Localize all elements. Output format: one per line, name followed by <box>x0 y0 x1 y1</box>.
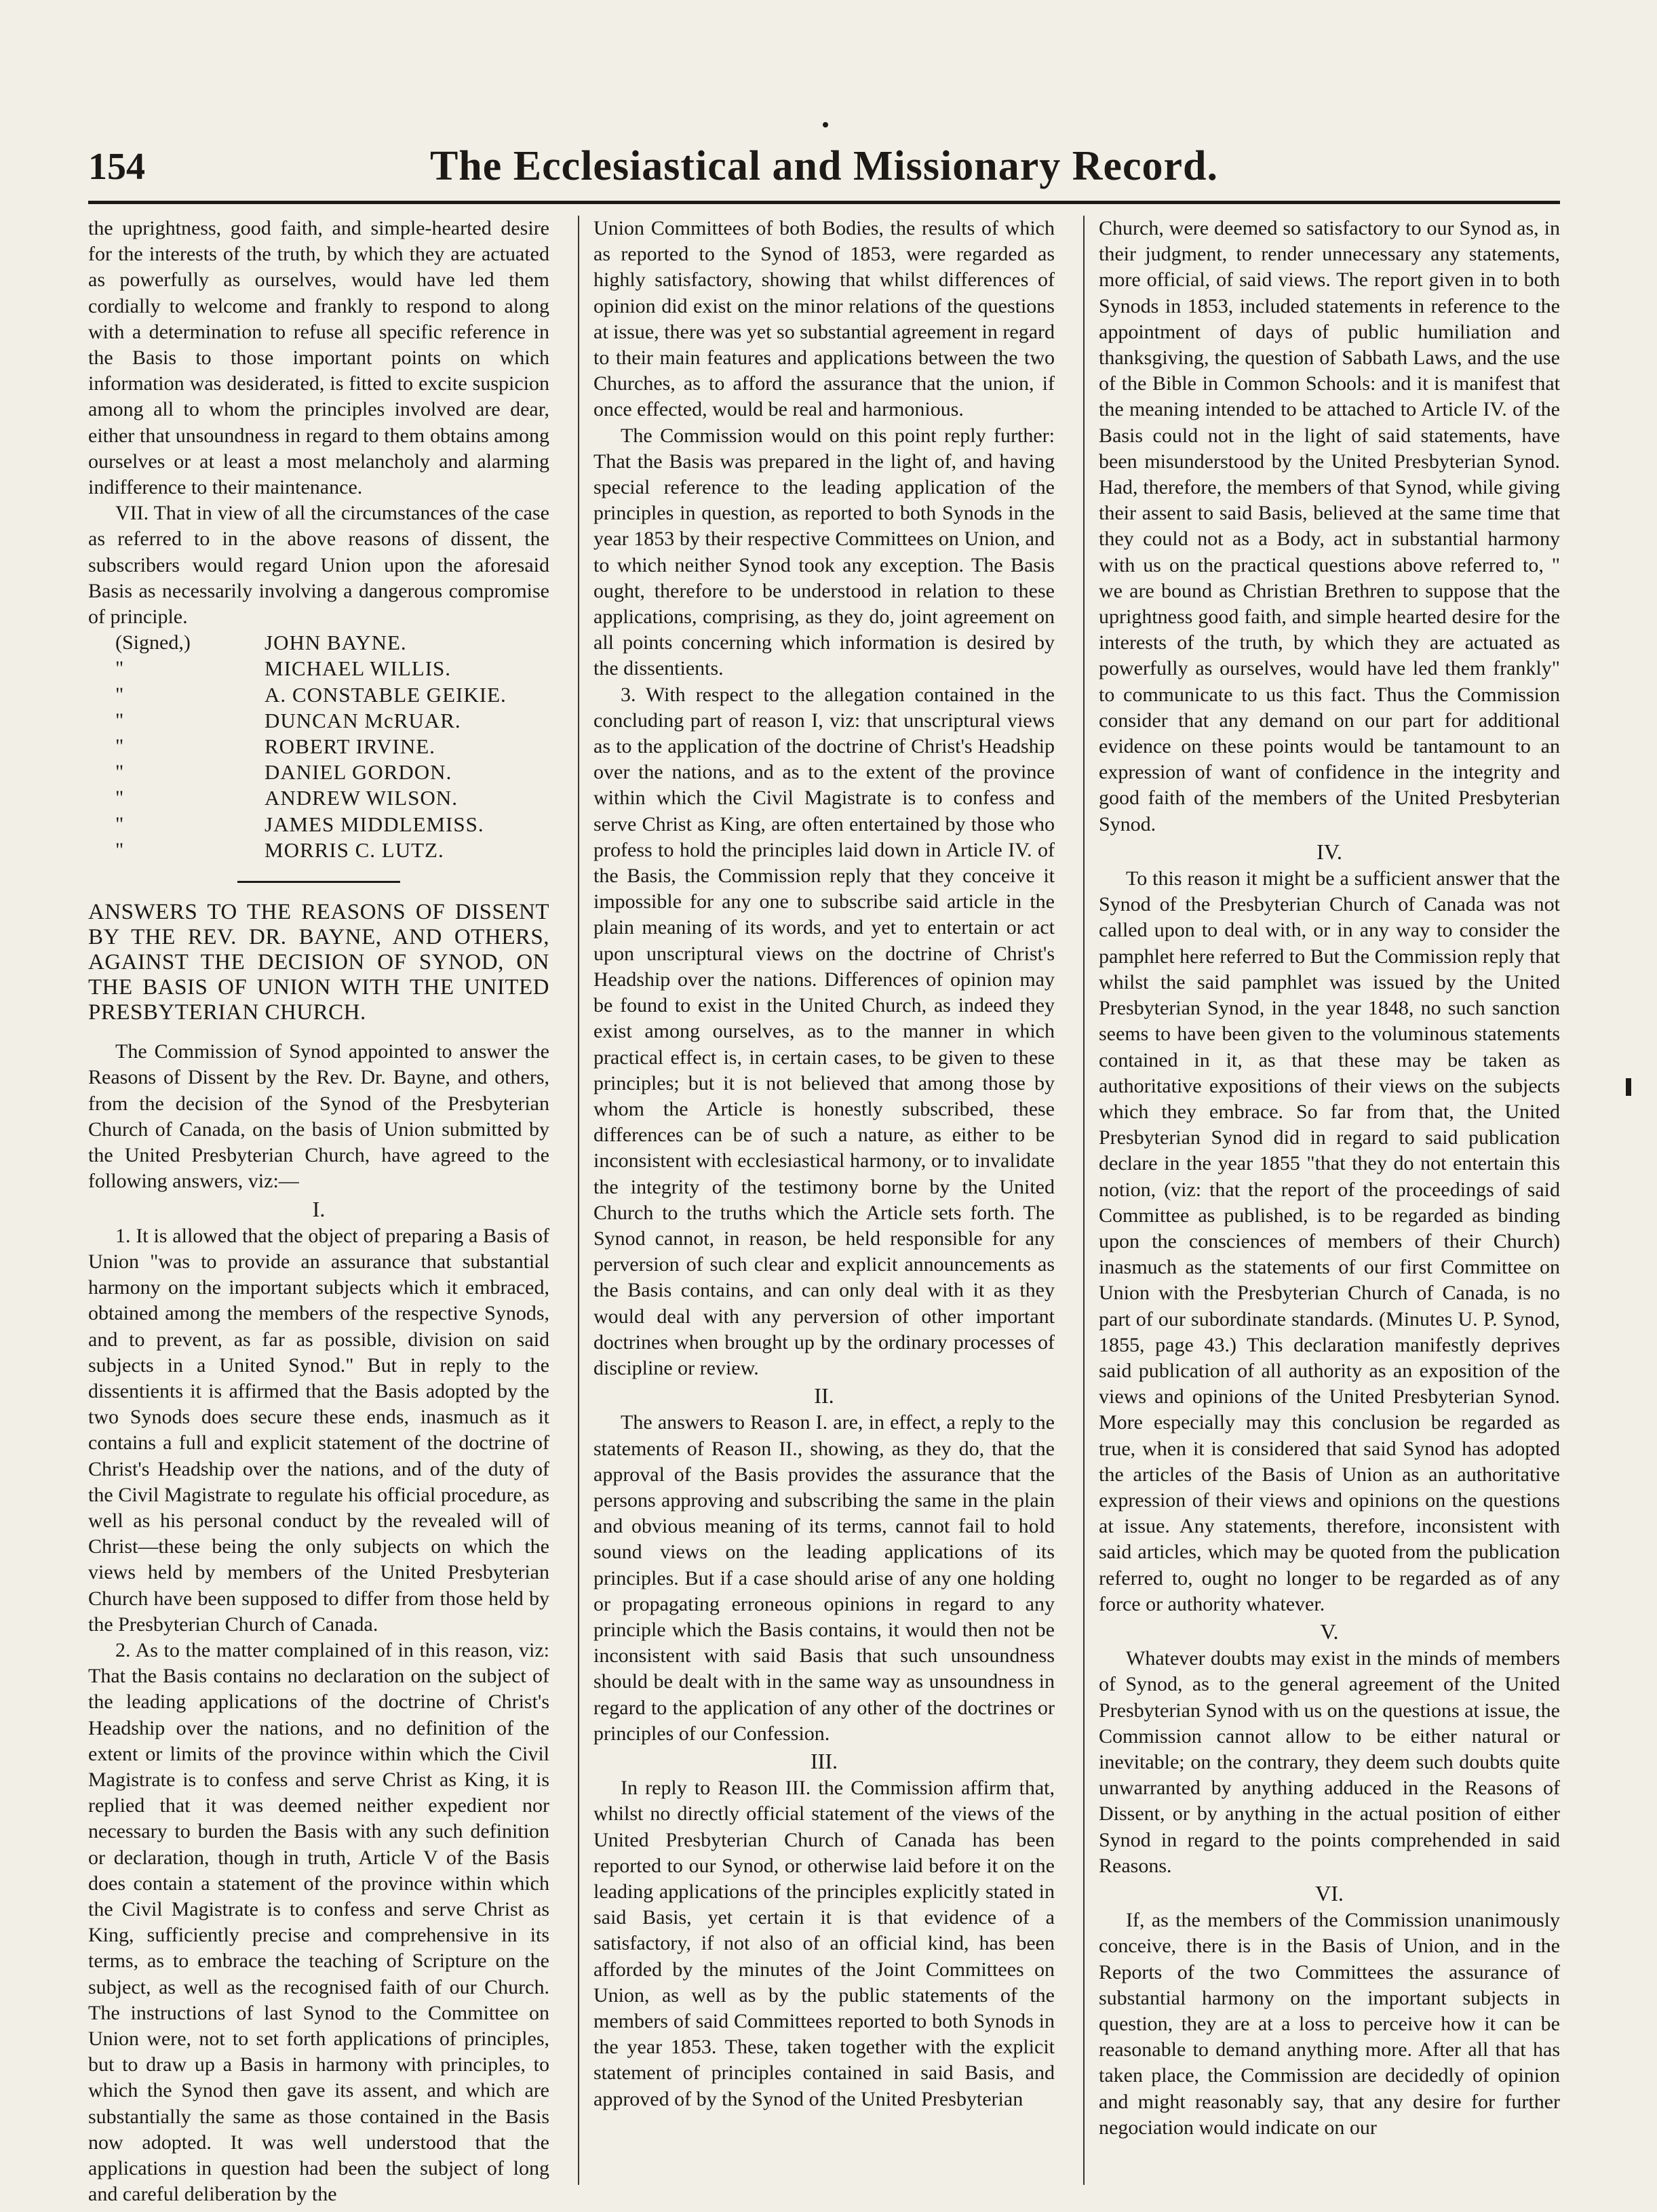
paragraph: 3. With respect to the allegation contained in the concluding part of reason I, viz: that unscriptural views as to the application of the doctrine of Christ's Headship over the nations, and as to the extent of the province within which the Civil Magistrate is to confess and serve Christ as King, are often entertained by those who profess to hold the principles laid down in Article IV. of the Basis, the Commission reply that they conceive it impossible for any one to subscribe said article in the plain meaning of its words, and yet to entertain or act upon unscriptural views on the doctrine of Christ's Headship over the nations. Differences of opinion may be found to exist in the United Church, as indeed they exist among ourselves, as to the manner in which practical effect is, in certain cases, to be given to these principles; but it is not believed that among those by whom the Article is honestly subscribed, these differences can be of such a nature, as either to be inconsistent with ecclesiastical harmony, or to invalidate the integrity of the testimony borne by the United Church to the truths which the Article sets forth. The Synod cannot, in reason, be held responsible for any perversion of such clear and explicit announcements as the Basis contains, and can only deal with it as they would deal with any perversion of other important doctrines when brought up by the ordinary processes of discipline or review. <box>593 683 1055 1379</box>
paragraph: the uprightness, good faith, and simple-hearted desire for the interests of the truth, by which they are actuated as powerfully as ourselves, would have led them cordially to welcome and frankly to respond to along with a determination to refuse all specific reference in the Basis to those important points on which information was desiderated, is fitted to excite suspicion among all to whom the principles involved are dear, either that unsoundness in regard to them obtains among ourselves or at least a most melancholy and alarming indifference to their maintenance. <box>88 217 549 499</box>
section-ornament <box>88 867 549 893</box>
ditto-mark: " <box>115 709 124 732</box>
signatory-name: ROBERT IRVINE. <box>265 734 435 759</box>
section-number: III. <box>811 1748 838 1773</box>
paragraph: The Commission of Synod appointed to answer the Reasons of Dissent by the Rev. Dr. Bayne, and others, from the decision of the Synod of the Presbyterian Church of Canada, on the basis of Union submitted by the United Presbyterian Church, have agreed to the following answers, viz:— <box>88 1040 549 1193</box>
signatory-name: MICHAEL WILLIS. <box>265 656 452 681</box>
ditto-mark: " <box>115 735 124 758</box>
ditto-mark: " <box>115 787 124 810</box>
page-header <box>88 142 1560 201</box>
paragraph: The Commission would on this point reply further: That the Basis was prepared in the light of, and having special reference to the leading application of the principles in question, as reported to both Synods in the year 1853 by their respective Committees on Union, and to which neither Synod took any exception. The Basis ought, therefore to be understood in relation to these applications, comprising, as they do, joint agreement on all points concerning which information is desired by the dissentients. <box>593 424 1055 680</box>
paragraph: The answers to Reason I. are, in effect, a reply to the statements of Reason II., showing, as they do, that the approval of the Basis provides the assurance that the persons approving and subscribing the same in the plain and obvious meaning of its terms, cannot fail to hold sound views on the leading applications of its principles. But if a case should arise of any one holding or propagating erroneous opinions in regard to any principle which the Basis contains, it would then not be inconsistent with said Basis that such unsoundness should be dealt with in the same way as unsoundness in regard to the application of any other of the doctrines or principles of our Confession. <box>593 1411 1055 1745</box>
paragraph: Union Committees of both Bodies, the results of which as reported to the Synod of 1853, were regarded as highly satisfactory, showing that whilst differences of opinion did exist on the minor relations of the questions at issue, there was yet so substantial agreement in regard to their main features and applications between the two Churches, as to afford the assurance that the union, if once effected, would be real and harmonious. <box>593 217 1055 421</box>
paragraph: 1. It is allowed that the object of preparing a Basis of Union "was to provide an assurance that substantial harmony on the important subjects which it embraced, obtained among the members of the respective Synods, and to prevent, as far as possible, division on said subjects in a United Synod." But in reply to the dissentients it is affirmed that the Basis adopted by the two Synods does secure these ends, inasmuch as it contains a full and explicit statement of the doctrine of Christ's Headship over the nations, and of the duty of the Civil Magistrate to regulate his official procedure, as well as his personal conduct by the revealed will of Christ—these being the only subjects on which the views held by members of the United Presbyterian Church have been supposed to differ from those held by the Presbyterian Church of Canada. <box>88 1224 549 1636</box>
column-divider <box>578 216 579 2185</box>
signatory-name: JAMES MIDDLEMISS. <box>265 812 484 836</box>
ditto-mark: " <box>115 761 124 784</box>
print-speck <box>823 122 828 127</box>
section-number: II. <box>814 1383 834 1408</box>
section-number: IV. <box>1317 839 1342 864</box>
signatory-name: A. CONSTABLE GEIKIE. <box>265 682 507 707</box>
header-rule <box>88 201 1560 204</box>
paragraph: In reply to Reason III. the Commission affirm that, whilst no directly official statement of the views of the United Presbyterian Church of Canada has been reported to our Synod, or otherwise laid before it on the leading applications of the principles explicitly stated in said Basis, yet certain it is that evidence of a satisfactory, if not also of an official kind, has been afforded by the minutes of the Joint Committees on Union, as well as by the public statements of the members of said Committees reported to both Synods in the year 1853. These, taken together with the explicit statement of principles contained in said Basis, and approved of by the Synod of the United Presbyterian <box>593 1777 1055 2110</box>
column-1 <box>88 216 549 2206</box>
signatory-name: MORRIS C. LUTZ. <box>265 837 444 862</box>
signed-label: (Signed,) <box>115 631 191 654</box>
answers-heading: ANSWERS TO THE REASONS OF DISSENT BY THE REV. DR. BAYNE, AND OTHERS, AGAINST THE DECISION OF SYNOD, ON THE BASIS OF UNION WITH THE UNITED PRESBYTERIAN CHURCH. <box>88 900 549 1025</box>
section-number: VI. <box>1315 1881 1344 1905</box>
ditto-mark: " <box>115 812 124 835</box>
ditto-mark: " <box>115 657 124 680</box>
paragraph: Whatever doubts may exist in the minds of members of Synod, as to the general agreement of the United Presbyterian Synod with us on the questions at issue, the Commission cannot allow to be either natural or inevitable; on the contrary, they deem such doubts quite unwarranted by anything adduced in the Reasons of Dissent, or by anything in the actual position of either Synod in regard to the points comprehended in said Reasons. <box>1099 1647 1560 1877</box>
signatory-name: DANIEL GORDON. <box>265 760 452 785</box>
paragraph: 2. As to the matter complained of in this reason, viz: That the Basis contains no declaration on the subject of the leading applications of the doctrine of Christ's Headship over the nations, and no definition of the extent or limits of the province within which the Civil Magistrate is to confess and serve Christ as King, it is replied that it was deemed neither expedient nor necessary to burden the Basis with any such definition or declaration, though in truth, Article V of the Basis does contain a statement of the province within which the Civil Magistrate is to confess and serve Christ as King, sufficiently precise and comprehensive in its terms, as to embrace the teaching of Scripture on the subject, as well as the recognised faith of our Church. The instructions of last Synod to the Committee on Union were, not to set forth applications of principles, but to draw up a Basis in harmony with principles, to which the Synod then gave its assent, and which are substantially the same as those contained in the Basis now adopted. It was well understood that the applications in question had been the subject of long and careful deliberation by the <box>88 1638 549 2206</box>
signatory-name: JOHN BAYNE. <box>265 631 407 655</box>
paragraph: If, as the members of the Commission unanimously conceive, there is in the Basis of Union, and in the Reports of the two Committees the assurance of substantial harmony on the important subjects in question, they are at a loss to perceive how it can be reasonable to demand anything more. After all that has taken place, the Commission are decidedly of opinion and might reasonably say, that any desire for further negociation would indicate on our <box>1099 1909 1560 2139</box>
signatory-name: DUNCAN McRUAR. <box>265 708 461 732</box>
section-number: V. <box>1320 1619 1339 1644</box>
column-2 <box>593 216 1055 2185</box>
column-divider <box>1083 216 1085 2185</box>
page-number: 154 <box>88 146 145 188</box>
signatures <box>88 630 549 863</box>
section-number: I. <box>312 1196 326 1221</box>
margin-mark <box>1626 1078 1631 1096</box>
paragraph: Church, were deemed so satisfactory to our Synod as, in their judgment, to render unnecessary any statements, more official, of said views. The report given in to both Synods in 1853, included statements in reference to the appointment of days of public humiliation and thanksgiving, the question of Sabbath Laws, and the use of the Bible in Common Schools: and it is manifest that the meaning intended to be attached to Article IV. of the Basis could not in the light of said statements, have been misunderstood by the United Presbyterian Synod. Had, therefore, the members of that Synod, while giving their assent to said Basis, believed at the same time that they could not as a Body, act in substantial harmony with us on the practical questions above referred to, " we are bound as Christian Brethren to suppose that the uprightness good faith, and simple hearted desire for the interests of the truth, by which they are actuated as powerfully as ourselves, would have led them frankly" to communicate to us this fact. Thus the Commission consider that any demand on our part for additional evidence on these points would be tantamount to an expression of want of confidence in the integrity and good faith of the members of the United Presbyterian Synod. <box>1099 217 1560 835</box>
signatory-name: ANDREW WILSON. <box>265 786 458 810</box>
column-3 <box>1099 216 1560 2185</box>
ditto-mark: " <box>115 683 124 706</box>
paragraph: To this reason it might be a sufficient answer that the Synod of the Presbyterian Church of Canada was not called upon to deal with, or in any way to consider the pamphlet here referred to But the Commission reply that whilst the said pamphlet was issued by the United Presbyterian Synod, in the year 1848, no such sanction seems to have been given to the voluminous statements contained in it, as that these may be taken as authoritative expositions of their views on the subjects which they embrace. So far from that, the United Presbyterian Synod did in regard to said publication declare in the year 1855 "that they do not entertain this notion, (viz: that the report of the proceedings of said Committee as published, is to be regarded as binding upon the consciences of members of their Church) inasmuch as the statements of our first Committee on Union with the Presbyterian Church of Canada, is no part of our subordinate standards. (Minutes U. P. Synod, 1855, page 43.) This declaration manifestly deprives said publication of all authority as an exposition of the views and opinions of the United Presbyterian Synod. More especially may this conclusion be regarded as true, when it is considered that said Synod has adopted the articles of the Basis of Union as an authoritative expression of their views and opinions on the questions at issue. Any statements, therefore, inconsistent with said articles, which may be quoted from the publication referred to, ought no longer to be regarded as of any force or authority whatever. <box>1099 867 1560 1615</box>
paragraph-vii: VII. That in view of all the circumstances of the case as referred to in the above reasons of dissent, the subscribers would regard Union upon the aforesaid Basis as necessarily involving a dangerous compromise of principle. <box>88 502 549 629</box>
journal-title: The Ecclesiastical and Missionary Record. <box>429 143 1219 189</box>
ditto-mark: " <box>115 838 124 861</box>
